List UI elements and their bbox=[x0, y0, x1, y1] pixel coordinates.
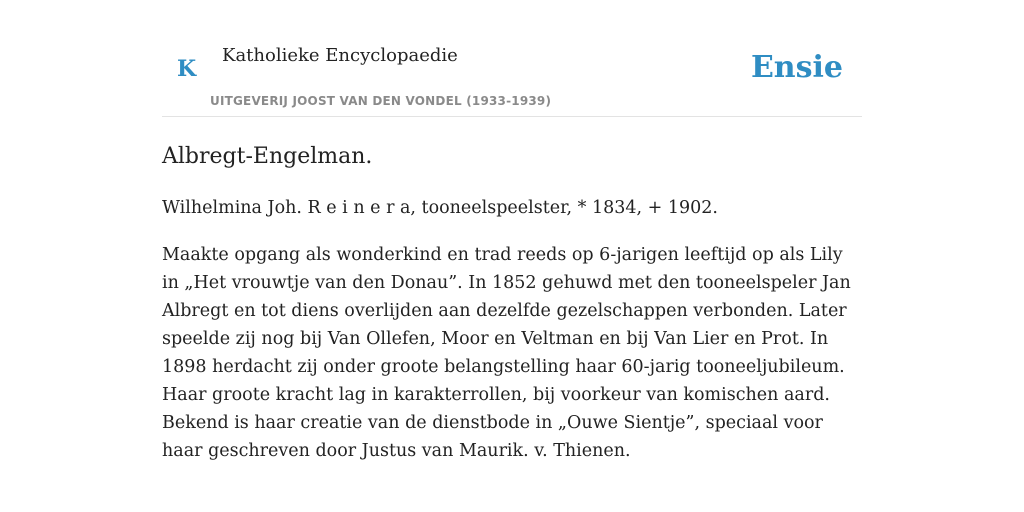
encyclopedia-logo[interactable]: K bbox=[177, 56, 197, 82]
entry-paragraph-summary: Wilhelmina Joh. R e i n e r a, tooneelspeelster, * 1834, + 1902. bbox=[162, 198, 718, 218]
encyclopedia-title[interactable]: Katholieke Encyclopaedie bbox=[222, 45, 458, 66]
publisher-label: UITGEVERIJ JOOST VAN DEN VONDEL (1933-1939) bbox=[210, 94, 552, 108]
entry-title: Albregt-Engelman. bbox=[162, 144, 373, 169]
page bbox=[162, 0, 862, 465]
entry-paragraph-body: Maakte opgang als wonderkind en trad reeds op 6-jarigen leeftijd op als Lily in „Het vrouwtje van den Donau”. In 1852 gehuwd met den tooneelspeler Jan Albregt en tot diens overlijden aan dezelfde gezelschappen verbonden. Later speelde zij nog bij Van Ollefen, Moor en Veltman en bij Van Lier en Prot. In 1898 herdacht zij onder groote belangstelling haar 60-jarig tooneeljubileum. Haar groote kracht lag in karakterrollen, bij voorkeur van komischen aard. Bekend is haar creatie van de dienstbode in „Ouwe Sientje”, speciaal voor haar geschreven door Justus van Maurik. v. Thienen. bbox=[162, 245, 851, 461]
encyclopedia-header bbox=[162, 0, 862, 117]
ensie-logo[interactable]: Ensie bbox=[750, 50, 843, 85]
